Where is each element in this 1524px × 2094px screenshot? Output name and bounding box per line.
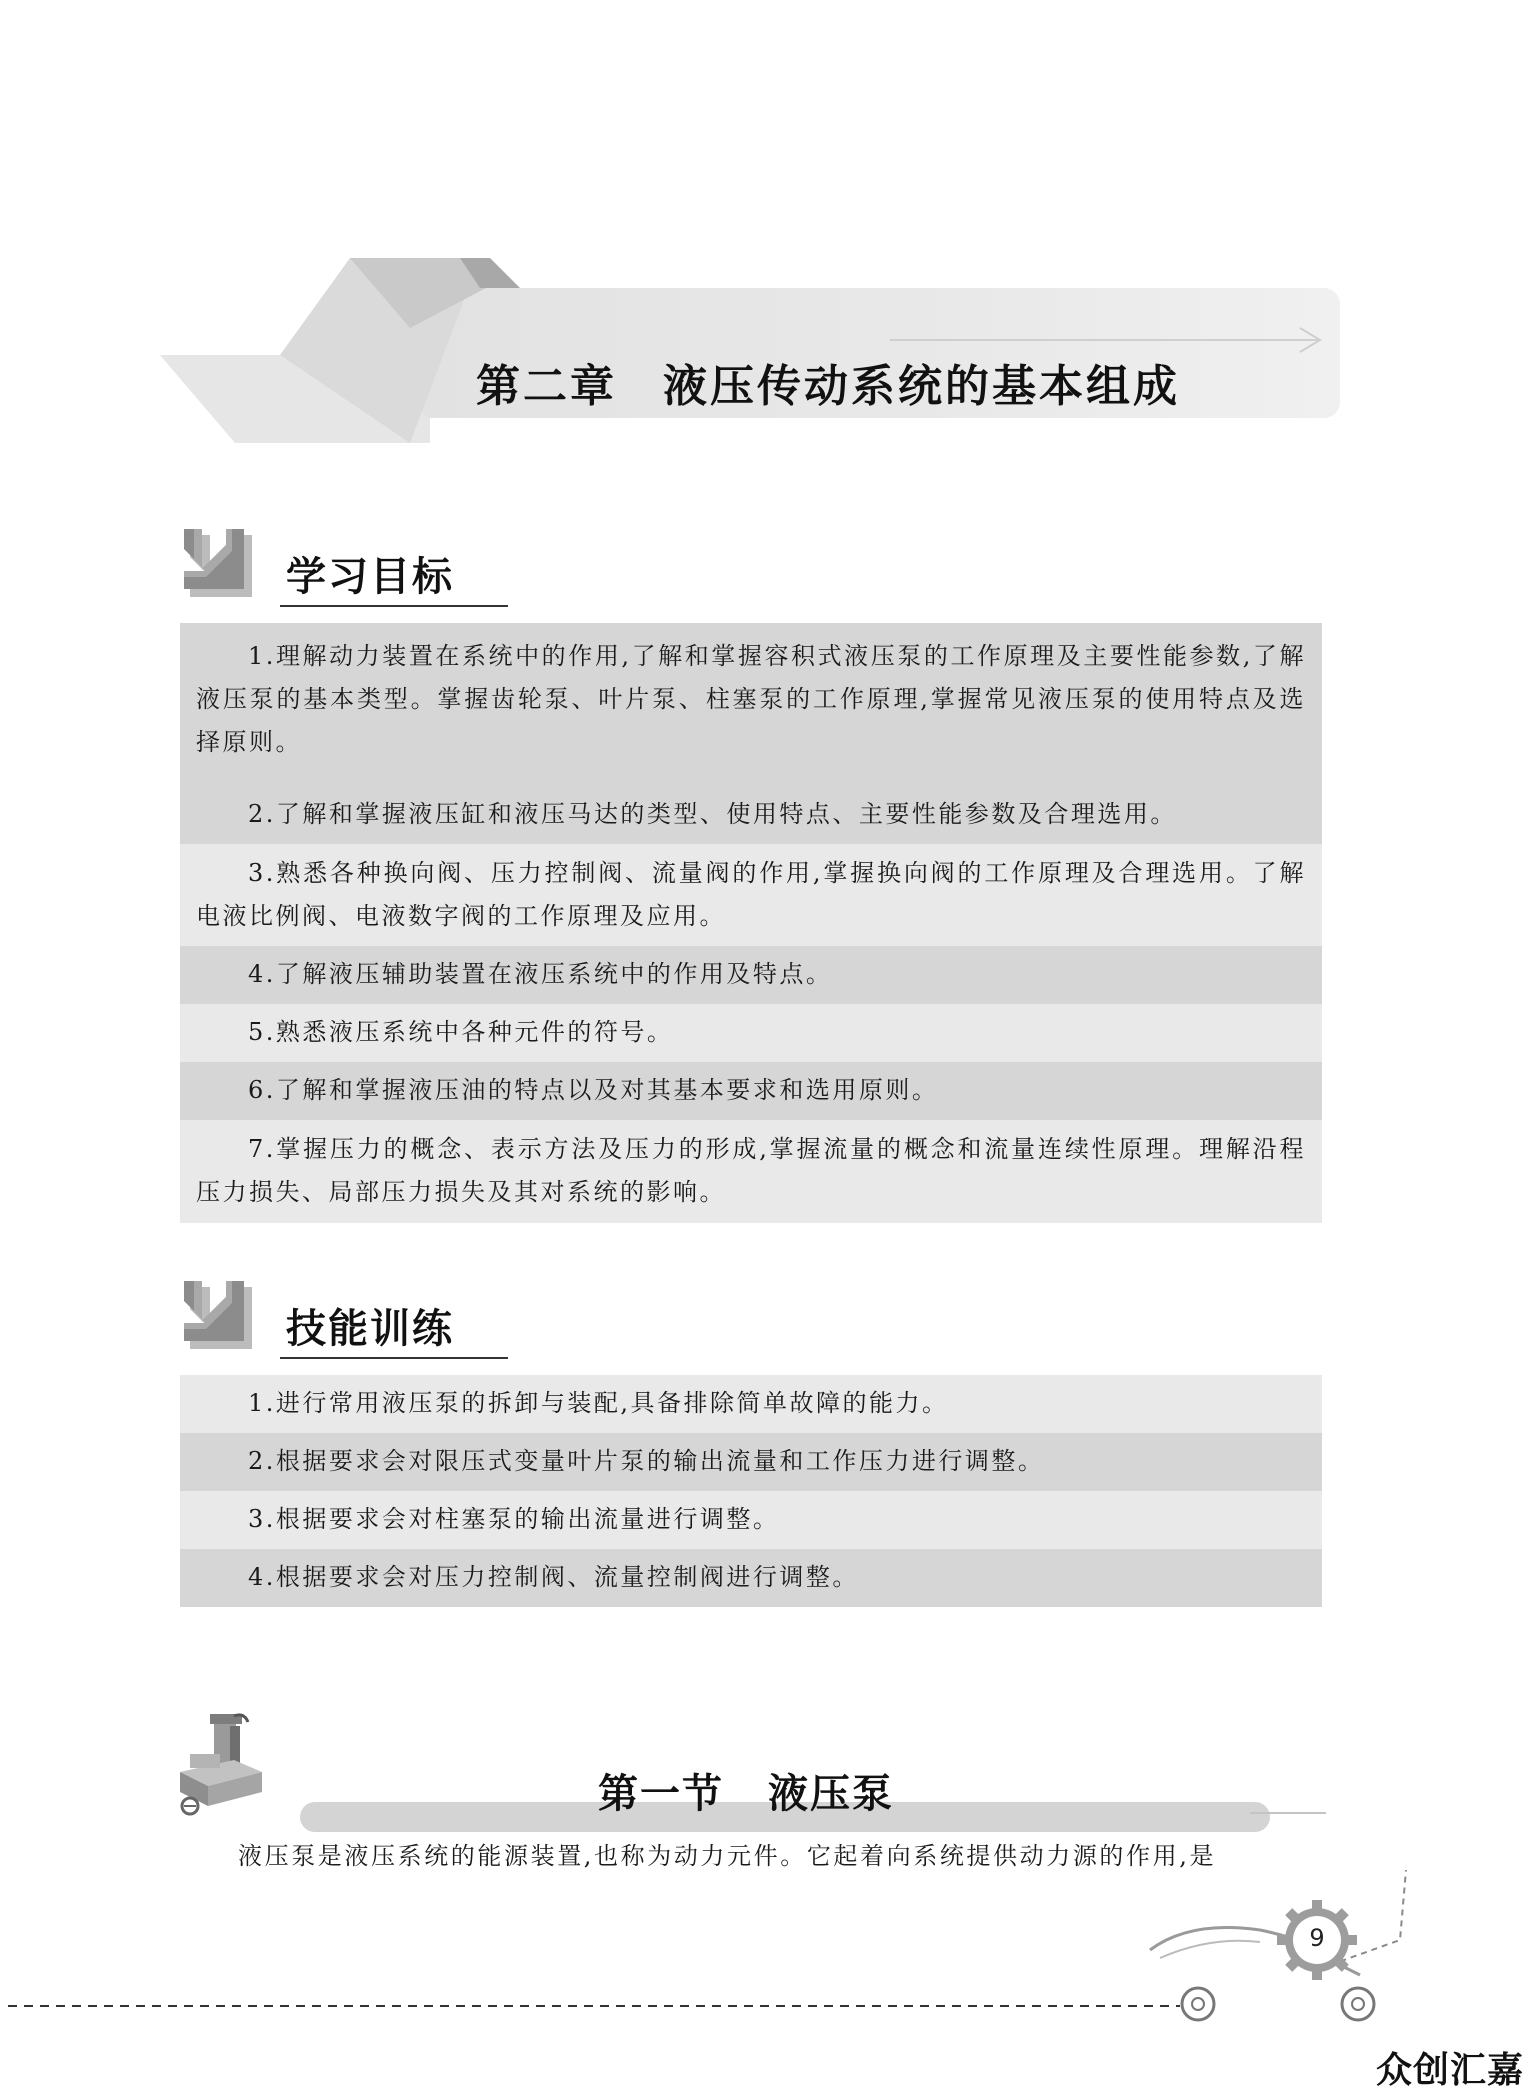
list-item: 4.了解液压辅助装置在液压系统中的作用及特点。	[180, 946, 1322, 1004]
list-item: 2.根据要求会对限压式变量叶片泵的输出流量和工作压力进行调整。	[180, 1433, 1322, 1491]
machine-tool-icon	[172, 1710, 272, 1820]
chapter-label: 第二章	[476, 361, 617, 412]
page-number: 9	[1309, 1924, 1325, 1952]
list-item: 7.掌握压力的概念、表示方法及压力的形成,掌握流量的概念和流量连续性原理。理解沿程压力损失、局部压力损失及其对系统的影响。	[180, 1120, 1322, 1223]
learning-goals-underline	[280, 605, 508, 607]
list-item: 5.熟悉液压系统中各种元件的符号。	[180, 1004, 1322, 1062]
section-title	[598, 1762, 894, 1819]
section-name: 液压泵	[768, 1770, 894, 1817]
skill-training-title: 技能训练	[286, 1306, 454, 1352]
watermark-logo: 众创汇嘉	[1376, 2050, 1524, 2091]
list-item: 1.理解动力装置在系统中的作用,了解和掌握容积式液压泵的工作原理及主要性能参数,了解液压泵的基本类型。掌握齿轮泵、叶片泵、柱塞泵的工作原理,掌握常见液压泵的使用特点及选择原则。	[180, 623, 1322, 786]
list-item: 3.熟悉各种换向阀、压力控制阀、流量阀的作用,掌握换向阀的工作原理及合理选用。了解电液比例阀、电液数字阀的工作原理及应用。	[180, 844, 1322, 946]
footer-decoration	[0, 1870, 1504, 2020]
section-title-line	[1250, 1812, 1326, 1814]
chapter-title	[476, 350, 1180, 414]
list-item: 6.了解和掌握液压油的特点以及对其基本要求和选用原则。	[180, 1062, 1322, 1120]
list-item: 2.了解和掌握液压缸和液压马达的类型、使用特点、主要性能参数及合理选用。	[180, 786, 1322, 844]
list-item: 1.进行常用液压泵的拆卸与装配,具备排除简单故障的能力。	[180, 1375, 1322, 1433]
skill-training-list	[180, 1375, 1322, 1607]
skill-training-heading	[180, 1277, 510, 1377]
arrow-down-right-icon	[180, 525, 270, 615]
learning-goals-title: 学习目标	[286, 554, 454, 600]
learning-goals-list	[180, 623, 1322, 1223]
list-item: 4.根据要求会对压力控制阀、流量控制阀进行调整。	[180, 1549, 1322, 1607]
section-label: 第一节	[598, 1770, 724, 1817]
body-paragraph: 液压泵是液压系统的能源装置,也称为动力元件。它起着向系统提供动力源的作用,是	[238, 1842, 1217, 1870]
arrow-down-right-icon	[180, 1277, 270, 1367]
chapter-name: 液压传动系统的基本组成	[663, 361, 1180, 412]
learning-goals-heading	[180, 525, 510, 625]
skill-training-underline	[280, 1357, 508, 1359]
list-item: 3.根据要求会对柱塞泵的输出流量进行调整。	[180, 1491, 1322, 1549]
